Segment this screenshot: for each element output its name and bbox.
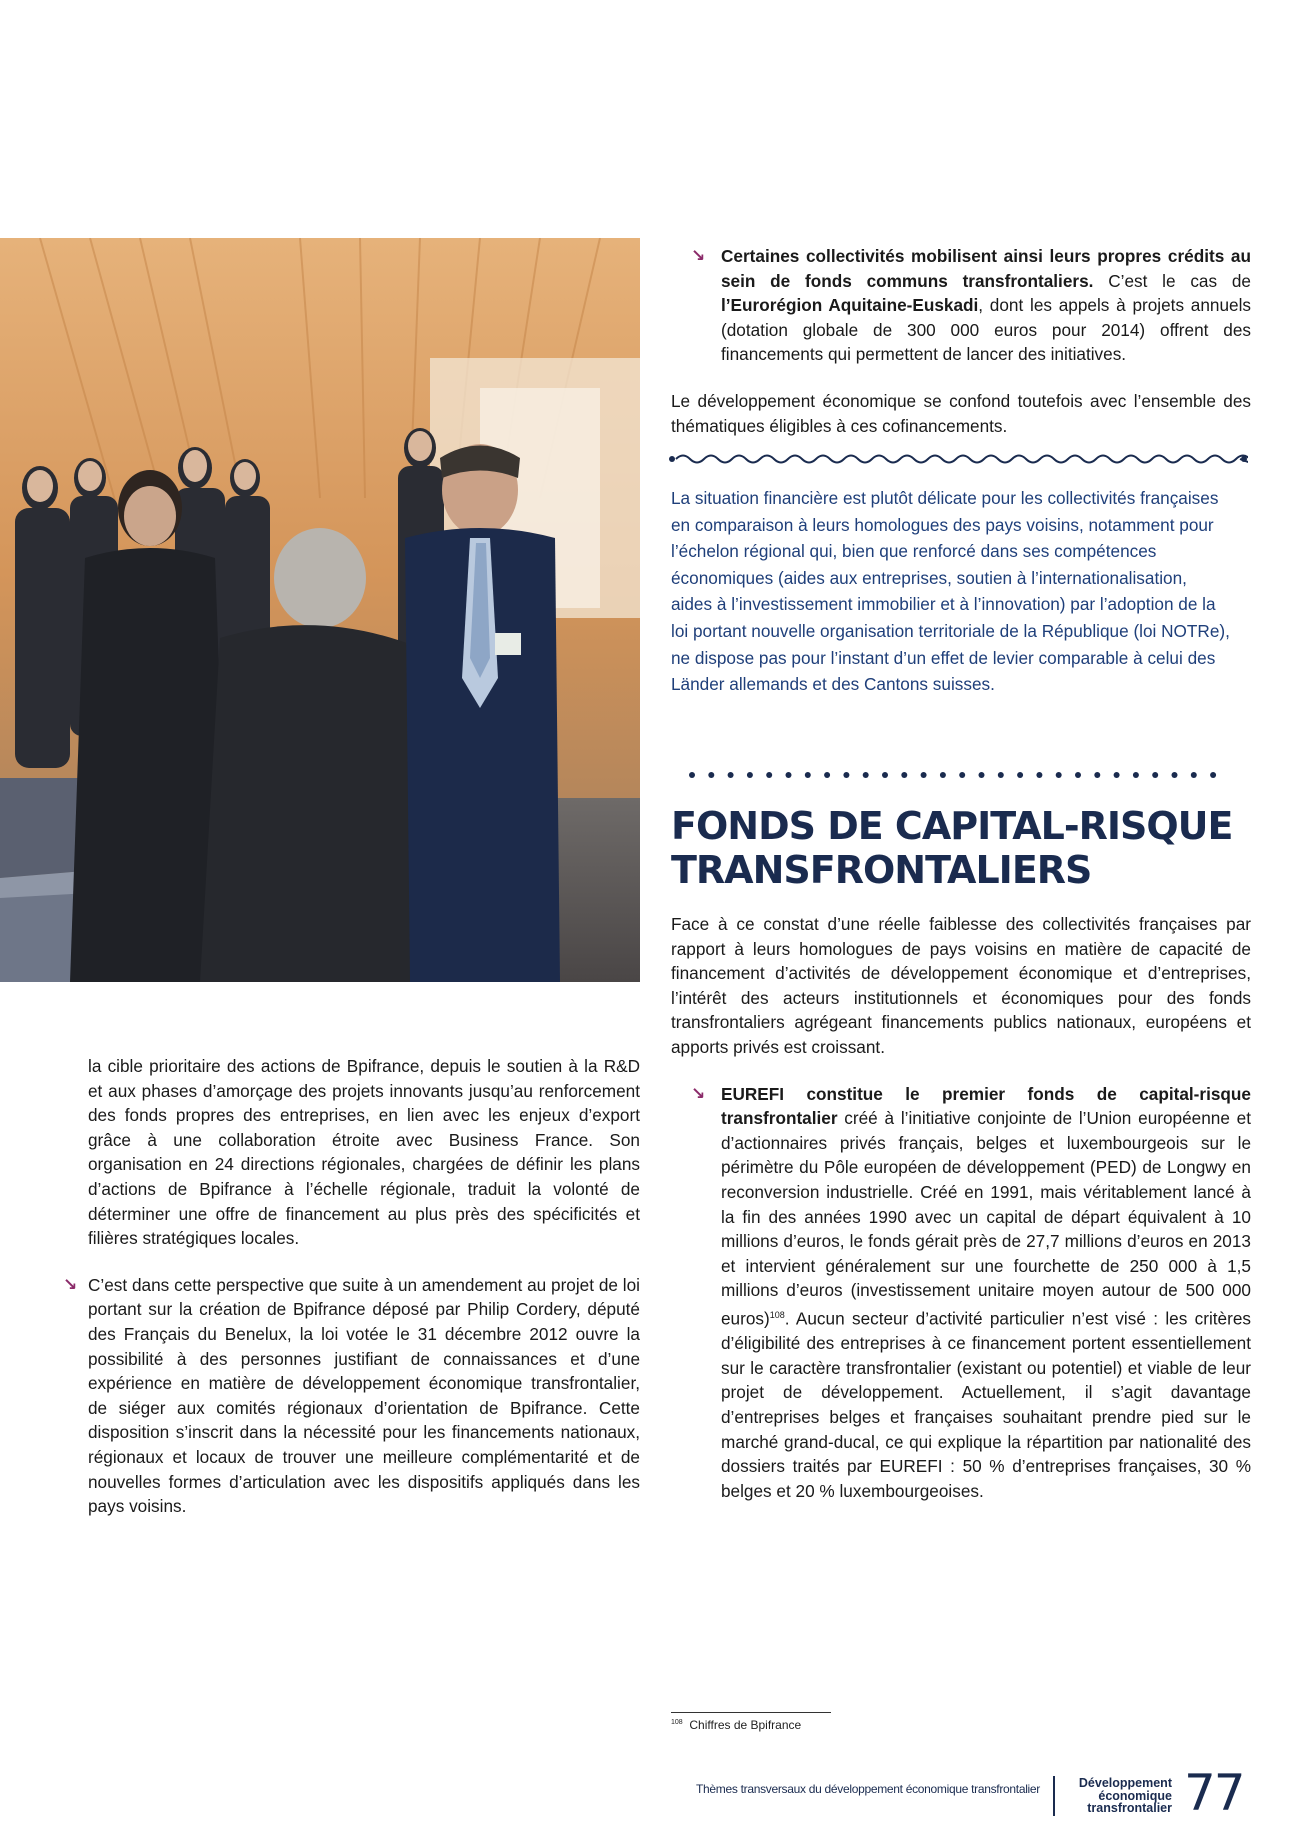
footnote-rule [671,1712,831,1713]
bullet-eurefi: ↘ EUREFI constitue le premier fonds de capital-risque transfrontalier créé à l’initiative conjointe de l’Union européenne et d’actionnaires privés français, belges et luxembourgeois sur le périmètre du Pôle européen de développement (PED) de Longwy en reconversion industrielle. Créé en 1991, mais véritablement lancé à la fin des années 1990 avec un capital de départ équivalent à 10 millions d’euros, le fonds gérait près de 27,7 millions d’euros en 2013 et intervient généralement sur une fourchette de 250 000 à 1,5 millions d’euros (investissement unitaire moyen autour de 500 000 euros)$^{108}$. Aucun secteur d’activité particulier n’est visé : les critères d’éligibilité des entreprises à ce financement portent essentiellement sur le caractère transfrontalier (existant ou potentiel) et viable de leur projet de développement. Actuellement, il s’agit davantage d’entreprises belges et françaises souhaitant prendre pied sur le marché grand-ducal, ce qui explique la répartition par nationalité des dossiers traités par EUREFI : 50 % d’entreprises françaises, 30 % belges et 20 % luxembourgeoises. [691,1083,1251,1501]
section-heading: FONDS DE CAPITAL-RISQUE TRANSFRONTALIERS [671,804,1233,892]
paragraph-constat: Face à ce constat d’une réelle faiblesse des collectivités françaises par rapport à leurs homologues de pays voisins en matière de capacité de financement d’activités de développement économique et d’entreprises, l’intérêt des acteurs institutionnels et économiques pour des fonds transfrontaliers agrégeant financements publics nationaux, européens et apports privés est croissant. [671,914,1251,1057]
paragraph-bpifrance: la cible prioritaire des actions de Bpifrance, depuis le soutien à la R&D et aux phases d’amorçage des projets innovants jusqu’au renforcement des fonds propres des entreprises, en lien avec les enjeux d’export grâce à une collaboration étroite avec Business France. Son organisation en 24 directions régionales, chargées de définir les plans d’actions de Bpifrance à l’échelle régionale, traduit la volonté de déterminer une offre de financement au plus près des spécificités et filières stratégiques locales. [88,1056,640,1249]
footnote-ref: 108 [769,1309,785,1320]
footer-divider [1053,1776,1055,1816]
right-column-top [671,244,1251,438]
right-column-bottom [671,912,1251,1503]
dotted-divider [688,769,1228,781]
arrow-down-right-icon: ↘ [691,246,706,265]
callout-situation-financiere: La situation financière est plutôt délicate pour les collectivités françaises en comparaison à leurs homologues des pays voisins, notamment pour l’échelon régional qui, bien que renforcé dans ses compétences économiques (aides aux entreprises, soutien à l’internationalisation, aides à l’investissement immobilier et à l’innovation) par l’adoption de la loi portant nouvelle organisation territoriale de la République (loi NOTRe), ne dispose pas pour l’instant d’un effet de levier comparable à celui des Länder allemands et des Cantons suisses. [671,488,1230,695]
footer-brand: Développement économique transfrontalier [1078,1776,1172,1815]
footer-section-title: Thèmes transversaux du développement économique transfrontalier [696,1782,1040,1796]
paragraph-developpement: Le développement économique se confond toutefois avec l’ensemble des thématiques éligibles à ces cofinancements. [671,390,1251,436]
left-column [63,1054,640,1519]
footnote: $^{108}$ Chiffres de Bpifrance [671,1718,802,1732]
conference-photo [0,238,640,982]
arrow-down-right-icon: ↘ [691,1083,706,1103]
bullet-bold: Certaines collectivités mobilisent ainsi leurs propres crédits au sein de fonds communs transfrontaliers. [721,246,1251,291]
bullet-perspective: ↘ C’est dans cette perspective que suite à un amendement au projet de loi portant sur la création de Bpifrance déposé par Philip Cordery, député des Français du Benelux, la loi votée le 31 décembre 2012 ouvre la possibilité à des personnes justifiant de connaissances et d’une expérience en matière de développement économique transfrontalier, de siéger aux comités régionaux d’orientation de Bpifrance. Cette disposition s’inscrit dans la nécessité pour les financements nationaux, régionaux et locaux de trouver une meilleure complémentarité et de nouvelles formes d’articulation avec les dispositifs appliqués dans les pays voisins. [63,1274,640,1517]
page-number: 77 [1184,1764,1244,1822]
wave-divider [668,448,1248,470]
arrow-down-right-icon: ↘ [63,1274,78,1294]
bullet-collectivites: ↘ Certaines collectivités mobilisent ainsi leurs propres crédits au sein de fonds communs transfrontaliers. C’est le cas de l’Eurorégion Aquitaine-Euskadi, dont les appels à projets annuels (dotation globale de 300 000 euros pour 2014) offrent des financements qui permettent de lancer des initiatives. [691,246,1251,365]
